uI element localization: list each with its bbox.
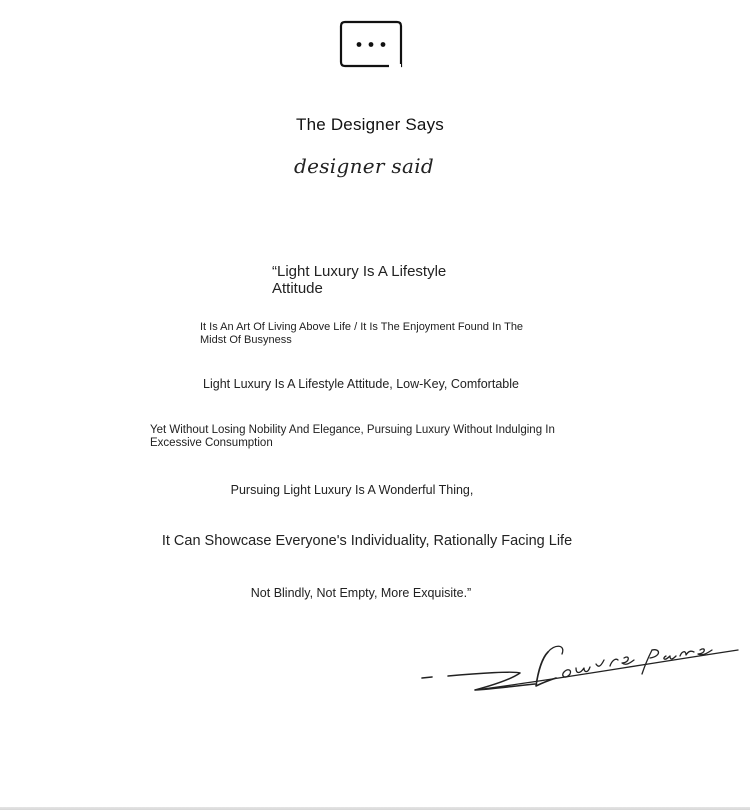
handwritten-signature: [420, 636, 742, 698]
quote-line-3: Light Luxury Is A Lifestyle Attitude, Low-Key, Comfortable: [203, 377, 519, 391]
quote-line-4: Yet Without Losing Nobility And Elegance, Pursuing Luxury Without Indulging In Excessive Consumption: [150, 424, 555, 449]
quote-line-5: Pursuing Light Luxury Is A Wonderful Thing,: [230, 483, 474, 497]
speech-bubble-icon: [339, 20, 403, 68]
quote-line-2: It Is An Art Of Living Above Life / It Is The Enjoyment Found In The Midst Of Busyness: [200, 321, 524, 346]
page-title: The Designer Says: [296, 115, 444, 134]
quote-line-6: It Can Showcase Everyone's Individuality, Rationally Facing Life: [161, 533, 573, 549]
script-subtitle: designer said: [293, 154, 435, 178]
quote-line-7: Not Blindly, Not Empty, More Exquisite.”: [250, 586, 472, 600]
quote-line-1: “Light Luxury Is A Lifestyle Attitude: [272, 263, 447, 297]
